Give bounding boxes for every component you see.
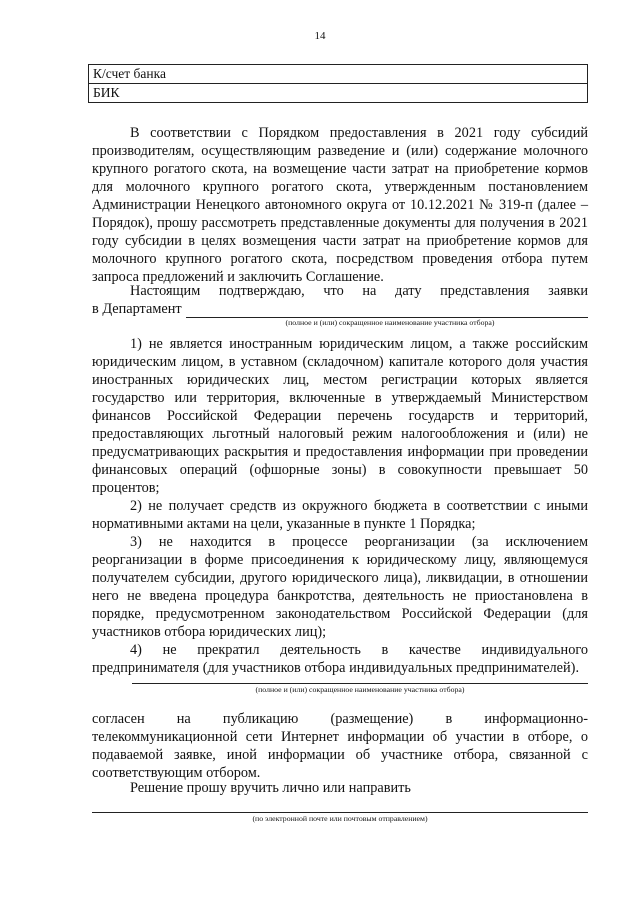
participant-signature-block xyxy=(92,683,588,695)
consent-paragraph: согласен на публикацию (размещение) в информационно-телекоммуникационной сети Интернет информации об участии в отборе, о подаваемой заявке, иной информации об участнике отбора, связанной с соответствующим отбором. xyxy=(92,711,588,781)
confirmation-block xyxy=(92,282,588,328)
department-label: в Департамент xyxy=(92,301,182,317)
table-row xyxy=(89,84,588,103)
decision-block xyxy=(92,779,588,797)
confirmation-line-1: Настоящим подтверждаю, что на дату представления заявки xyxy=(130,283,588,299)
table-cell-bik: БИК xyxy=(89,84,588,103)
decision-paragraph: Решение прошу вручить лично или направить xyxy=(130,780,411,796)
participant-name-field[interactable] xyxy=(186,303,588,318)
delivery-method-block xyxy=(92,812,588,824)
delivery-method-caption: (по электронной почте или почтовым отправлением) xyxy=(252,814,428,823)
table-cell-correspondent-account: К/счет банка xyxy=(89,65,588,84)
delivery-method-line[interactable] xyxy=(92,812,588,813)
participant-name-caption: (полное и (или) сокращенное наименование участника отбора) xyxy=(285,318,495,327)
condition-item-4: 4) не прекратил деятельность в качестве индивидуального предпринимателя (для участников отбора индивидуальных предпринимателей). xyxy=(92,642,588,676)
confirmation-line-2 xyxy=(92,300,588,318)
participant-name-line[interactable] xyxy=(132,683,588,684)
condition-item-3: 3) не находится в процессе реорганизации (за исключением реорганизации в форме присоединения к юридическому лицу, являющемуся получателем субсидии, другого юридического лица), ликвидации, в отношении него не введена процедура банкротства, деятельность не приостановлена в порядке, предусмотренном законодательством Российской Федерации (для участников отбора юридических лиц); xyxy=(92,534,588,640)
condition-item-2: 2) не получает средств из окружного бюджета в соответствии с иными нормативными актами на цели, указанные в пункте 1 Порядка; xyxy=(92,498,588,532)
conditions-block xyxy=(92,335,588,677)
consent-block xyxy=(92,710,588,782)
intro-paragraph: В соответствии с Порядком предоставления в 2021 году субсидий производителям, осуществляющим разведение и (или) содержание молочного крупного рогатого скота, на возмещение части затрат на приобретение кормов для молочного крупного рогатого скота, утвержденным постановлением Администрации Ненецкого автономного округа от 10.12.2021 № 319-п (далее – Порядок), прошу рассмотреть представленные документы для получения в 2021 году субсидии в целях возмещения части затрат на приобретение кормов для молочного крупного рогатого скота, посредством проведения отбора путем запроса предложений и заключить Соглашение. xyxy=(92,125,588,285)
bank-details-table xyxy=(88,64,588,103)
table-row xyxy=(89,65,588,84)
intro-block xyxy=(92,124,588,286)
condition-item-1: 1) не является иностранным юридическим лицом, а также российским юридическим лицом, в уставном (складочном) капитале которого доля участия иностранных юридических лиц, местом регистрации которых является государство или территория, включенные в утверждаемый Министерством финансов Российской Федерации перечень государств и территорий, предоставляющих льготный налоговый режим налогообложения и (или) не предусматривающих раскрытия и предоставления информации при проведении финансовых операций (офшорные зоны) в совокупности превышает 50 процентов; xyxy=(92,336,588,496)
participant-name-caption-2: (полное и (или) сокращенное наименование участника отбора) xyxy=(255,685,465,694)
page-number: 14 xyxy=(314,30,326,42)
